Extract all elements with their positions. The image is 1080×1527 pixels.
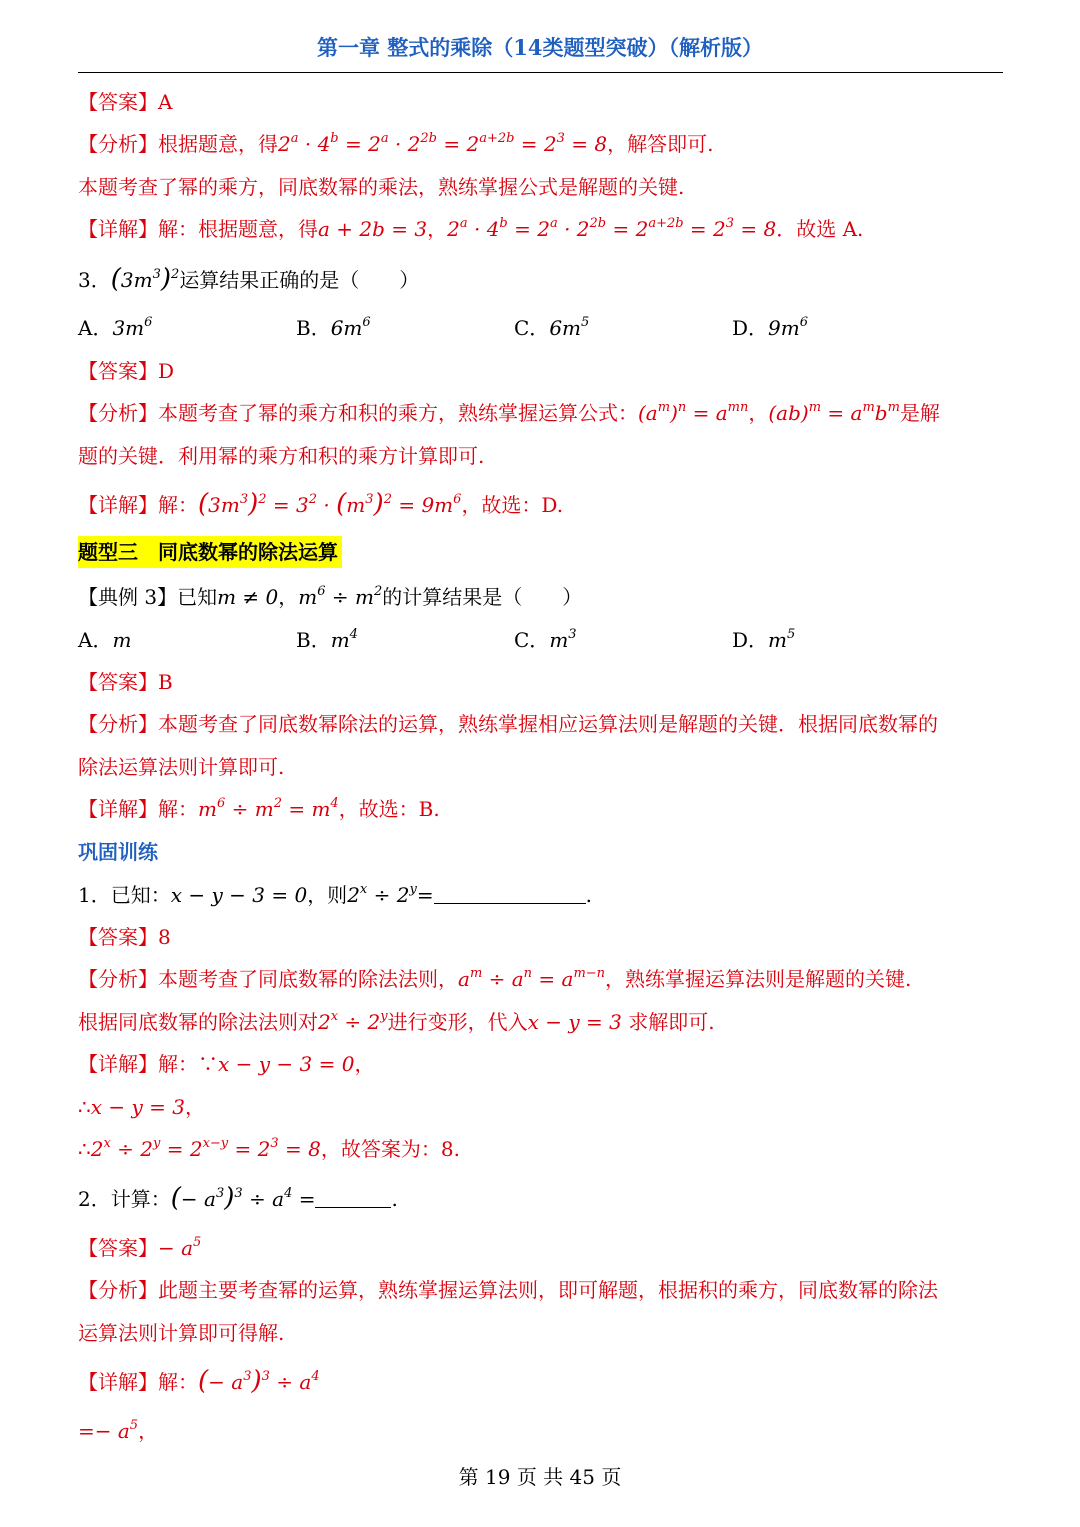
answer-value: 8 — [158, 925, 171, 949]
question-text: 运算结果正确的是（ ） — [179, 268, 420, 292]
analysis-text: 本题考查了幂的乘方和积的乘方，熟练掌握运算公式： — [158, 401, 638, 425]
detail-label: 【详解】 — [78, 797, 158, 821]
analysis-text: 根据同底数幂的除法法则对 — [78, 1010, 318, 1034]
practice2-analysis-line2: 运算法则计算即可得解. — [78, 1321, 285, 1345]
analysis-label: 【分析】 — [78, 712, 158, 736]
practice2-stem — [78, 1183, 398, 1213]
answer-value: − $a^5$ — [158, 1235, 202, 1260]
q3-analysis-line2: 题的关键．利用幂的乘方和积的乘方计算即可. — [78, 444, 485, 468]
option-letter: A． — [78, 628, 113, 652]
option-letter: B． — [296, 628, 331, 652]
analysis-text: ，熟练掌握运算法则是解题的关键. — [605, 967, 912, 991]
formula: $2^x \div 2^y$ — [347, 882, 417, 907]
formula: $a^m \div a^n = a^{m-n}$ — [458, 966, 606, 991]
analysis-text: ，解答即可. — [607, 132, 714, 156]
q2-analysis-line2: 本题考查了幂的乘方，同底数幂的乘法，熟练掌握公式是解题的关键. — [78, 175, 685, 199]
example3-option-b — [296, 624, 358, 653]
formula: $m^5$ — [768, 627, 796, 652]
detail-text: 解： — [158, 493, 198, 517]
analysis-text: 本题考查了同底数幂除法的运算，熟练掌握相应运算法则是解题的关键．根据同底数幂的 — [158, 712, 938, 736]
question-text: 计算： — [110, 1187, 171, 1211]
formula: $m^4$ — [330, 627, 358, 652]
answer-value: A — [158, 90, 173, 114]
question-text: = — [298, 1187, 316, 1211]
practice1-analysis-line2 — [78, 1006, 715, 1035]
detail-text: 解： — [158, 797, 198, 821]
q2-detail — [78, 213, 863, 242]
analysis-label: 【分析】 — [78, 132, 158, 156]
answer-label: 【答案】 — [78, 359, 158, 383]
formula: $m^6 \div m^2 = m^4$ — [198, 796, 339, 821]
detail-text: ，故选：B. — [338, 797, 440, 821]
formula: x − y = 3 — [90, 1095, 185, 1119]
option-letter: C． — [514, 316, 550, 340]
formula: $(ab)^m = a^mb^m$ — [768, 400, 900, 425]
option-letter: A． — [78, 316, 113, 340]
q3-option-c — [514, 312, 589, 341]
page-footer: 第 19 页 共 45 页 — [458, 1465, 622, 1489]
question-text: 已知： — [110, 883, 171, 907]
example3-answer — [78, 666, 173, 695]
question-number: 2． — [78, 1187, 111, 1211]
practice1-stem — [78, 879, 592, 908]
q2-analysis — [78, 128, 713, 157]
detail-label: 【详解】 — [78, 217, 158, 241]
option-letter: C． — [514, 628, 550, 652]
analysis-text: 是解 — [899, 401, 940, 425]
practice2-detail-line2 — [78, 1415, 158, 1444]
option-letter: B． — [296, 316, 331, 340]
question-text: = — [416, 883, 434, 907]
answer-value: B — [158, 670, 173, 694]
detail-text: ， — [138, 1419, 159, 1443]
analysis-text: 求解即可. — [621, 1010, 715, 1034]
practice1-detail — [78, 1048, 374, 1077]
example3-option-d — [732, 624, 795, 653]
analysis-text: 此题主要考查幂的运算，熟练掌握运算法则，即可解题，根据积的乘方，同底数幂的除法 — [158, 1278, 938, 1302]
formula: (− $a^3)^3 \div a^4$ — [198, 1366, 320, 1396]
formula: $(3m^3)^2$ — [110, 264, 180, 294]
detail-text: =− — [78, 1419, 112, 1443]
example-text: ， — [278, 585, 299, 609]
formula: $2^a \cdot 4^b = 2^a \cdot 2^{2b} = 2^{a+2b} = 2^3 = 8$ — [447, 216, 777, 241]
example3-analysis — [78, 708, 938, 737]
analysis-text: 根据题意，得 — [158, 132, 278, 156]
formula: $3m^6$ — [112, 315, 153, 340]
formula: $6m^5$ — [549, 315, 590, 340]
example-text: 的计算结果是（ ） — [382, 585, 583, 609]
formula: x − y − 3 = 0 — [218, 1052, 355, 1076]
detail-text: ，故答案为：8. — [320, 1137, 460, 1161]
example3-stem — [78, 581, 582, 610]
page-header: 第一章 整式的乘除（14类题型突破）（解析版） — [316, 35, 764, 60]
section-heading: 题型三 同底数幂的除法运算 — [78, 536, 342, 568]
formula: m — [112, 628, 132, 652]
detail-label: 【详解】 — [78, 1052, 158, 1076]
analysis-label: 【分析】 — [78, 1278, 158, 1302]
analysis-label: 【分析】 — [78, 401, 158, 425]
answer-label: 【答案】 — [78, 670, 158, 694]
question-text: . — [585, 883, 592, 907]
formula: x − y − 3 = 0 — [170, 883, 308, 907]
header-rule — [78, 72, 1003, 73]
formula: $a^5$ — [111, 1418, 139, 1443]
q3-analysis: 【分析】本题考查了幂的乘方和积的乘方，熟练掌握运算公式：$(a^m)^n = a^{mn}$，$(ab)^m = a^mb^m$是解 — [78, 400, 940, 425]
q3-detail — [78, 489, 563, 519]
question-text: ，则 — [307, 883, 348, 907]
detail-label: 【详解】 — [78, 493, 158, 517]
detail-text: 解：∵ — [158, 1052, 218, 1076]
formula: m ≠ 0 — [217, 585, 279, 609]
formula: (− $a^3)^3 \div a^4$ — [170, 1183, 293, 1213]
detail-text: 解：根据题意，得 — [158, 217, 318, 241]
question-number: 3． — [78, 268, 111, 292]
detail-label: 【详解】 — [78, 1370, 158, 1394]
analysis-text: 本题考查了同底数幂的除法法则， — [158, 967, 458, 991]
analysis-label: 【分析】 — [78, 967, 158, 991]
answer-blank — [434, 885, 586, 904]
therefore-symbol: ∴ — [78, 1095, 91, 1119]
formula: $6m^6$ — [330, 315, 371, 340]
practice2-analysis — [78, 1274, 938, 1303]
formula: a + 2b = 3 — [318, 217, 428, 241]
answer-value: D — [158, 359, 175, 383]
practice1-analysis — [78, 963, 911, 992]
option-letter: D． — [732, 316, 769, 340]
formula: $(a^m)^n = a^{mn}$ — [638, 400, 749, 425]
answer-label: 【答案】 — [78, 90, 158, 114]
answer-blank — [315, 1189, 391, 1208]
q3-option-d — [732, 312, 808, 341]
formula: $2^x \div 2^y$ — [318, 1009, 388, 1034]
formula: $m^3$ — [549, 627, 577, 652]
example3-detail — [78, 793, 440, 822]
detail-text: ， — [427, 217, 448, 241]
q3-stem — [78, 264, 419, 294]
minus-sign: − — [158, 1236, 175, 1260]
example3-analysis-line2: 除法运算法则计算即可. — [78, 755, 285, 779]
q3-option-b — [296, 312, 371, 341]
detail-text: ，故选：D. — [461, 493, 564, 517]
practice1-answer — [78, 921, 171, 950]
formula: $m^6 \div m^2$ — [298, 584, 383, 609]
practice1-detail-line3 — [78, 1133, 460, 1162]
analysis-text: 进行变形，代入 — [387, 1010, 528, 1034]
detail-text: ．故选 A. — [776, 217, 864, 241]
formula: x − y = 3 — [527, 1010, 622, 1034]
answer-label: 【答案】 — [78, 1236, 158, 1260]
practice1-detail-line2 — [78, 1091, 205, 1120]
formula: $2^a \cdot 4^b = 2^a \cdot 2^{2b} = 2^{a+2b} = 2^3 = 8$ — [278, 131, 608, 156]
q2-answer — [78, 86, 172, 115]
example3-option-a — [78, 624, 131, 653]
therefore-symbol: ∴ — [78, 1137, 91, 1161]
q3-answer — [78, 355, 174, 384]
detail-text: ， — [184, 1095, 205, 1119]
practice2-detail — [78, 1366, 320, 1396]
formula: $9m^6$ — [768, 315, 809, 340]
example-text: 【典例 3】已知 — [78, 585, 218, 609]
option-letter: D． — [732, 628, 769, 652]
question-text: . — [391, 1187, 398, 1211]
formula: $(3m^3)^2 = 3^2 \cdot (m^3)^2 = 9m^6$ — [198, 489, 462, 519]
example3-option-c — [514, 624, 577, 653]
formula: $2^x \div 2^y = 2^{x-y} = 2^3 = 8$ — [90, 1136, 321, 1161]
practice2-answer — [78, 1232, 201, 1261]
q3-option-a — [78, 312, 152, 341]
practice-heading: 巩固训练 — [78, 840, 158, 864]
answer-label: 【答案】 — [78, 925, 158, 949]
detail-text: ， — [354, 1052, 375, 1076]
question-number: 1． — [78, 883, 111, 907]
detail-text: 解： — [158, 1370, 198, 1394]
